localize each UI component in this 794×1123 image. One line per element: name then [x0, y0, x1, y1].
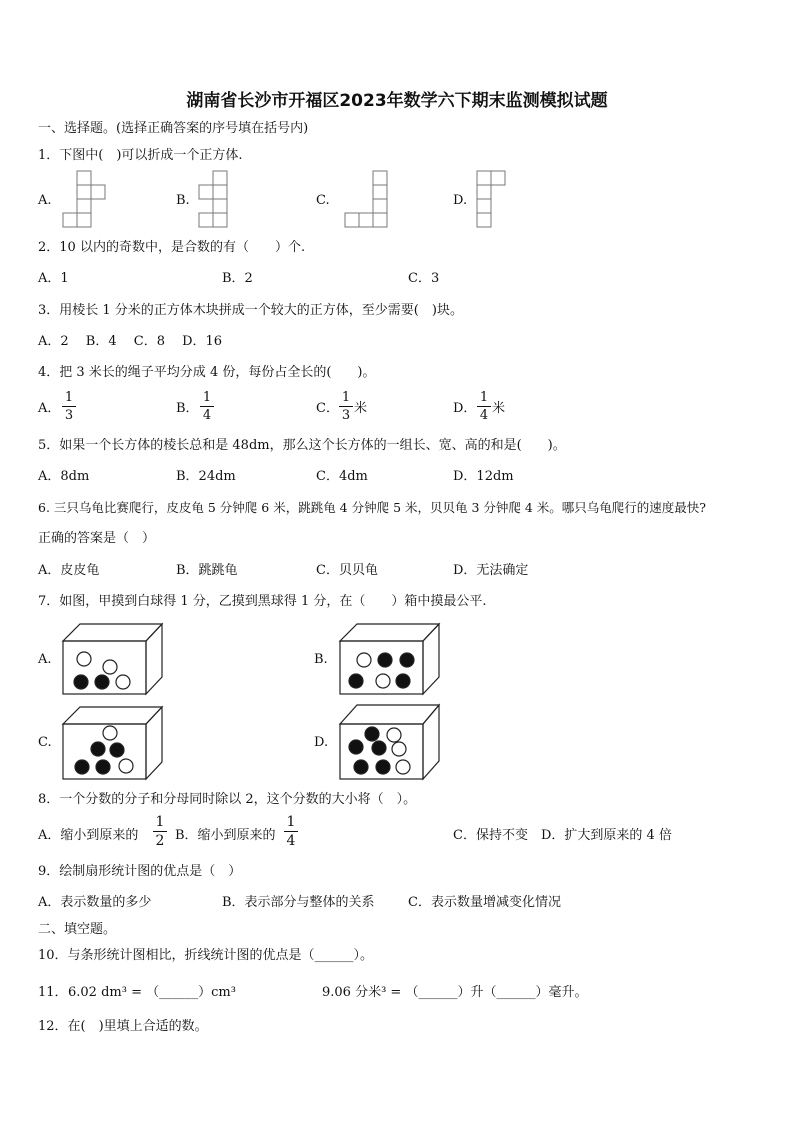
- question-7-stem: 7．如图，甲摸到白球得 1 分，乙摸到黑球得 1 分，在（ ）箱中摸最公平.: [38, 594, 487, 609]
- question-12-stem: 12．在( )里填上合适的数。: [38, 1019, 208, 1034]
- cube-net-d-figure: [476, 170, 510, 230]
- fraction-denominator: 3: [341, 408, 351, 423]
- q9-option-c: C．表示数量增减变化情况: [408, 895, 561, 910]
- fraction-numerator: 1: [64, 390, 74, 405]
- question-10-stem: 10．与条形统计图相比，折线统计图的优点是（______）。: [38, 948, 374, 963]
- fraction-numerator: 1: [479, 390, 489, 405]
- q6-option-a: A．皮皮龟: [38, 563, 100, 578]
- q5-option-b: B．24dm: [176, 469, 236, 484]
- q2-option-c: C．3: [408, 271, 440, 286]
- q8-options-c-d: C．保持不变 D．扩大到原来的 4 倍: [453, 828, 672, 843]
- ball-box-b-figure: [339, 623, 441, 695]
- question-5-stem: 5．如果一个长方体的棱长总和是 48dm，那么这个长方体的一组长、宽、高的和是( )。: [38, 438, 566, 453]
- cube-net-a-figure: [62, 170, 108, 230]
- ball-box-a-figure: [62, 623, 164, 695]
- q2-option-b: B．2: [222, 271, 253, 286]
- q8-option-b-fraction: [284, 815, 298, 849]
- fraction-denominator: 4: [286, 833, 296, 849]
- q1-option-a-label: A.: [38, 193, 52, 208]
- q7-option-b-label: B.: [314, 652, 328, 667]
- q4-option-c-fraction: [339, 391, 353, 423]
- q4-option-a-fraction: [62, 391, 76, 423]
- q7-option-c-label: C.: [38, 735, 52, 750]
- question-11-left: 6.02 dm³ = （______）cm³: [68, 985, 236, 1000]
- fraction-numerator: 1: [202, 390, 212, 405]
- q4-option-c-unit: 米: [354, 401, 368, 416]
- q4-option-d-label: D．: [453, 401, 477, 416]
- fraction-denominator: 4: [202, 408, 212, 423]
- page-title: 湖南省长沙市开福区2023年数学六下期末监测模拟试题: [186, 91, 608, 111]
- q6-option-b: B．跳跳龟: [176, 563, 238, 578]
- question-6-stem: 6. 三只乌龟比赛爬行，皮皮龟 5 分钟爬 6 米，跳跳龟 4 分钟爬 5 米，贝贝龟 3 分钟爬 4 米。哪只乌龟爬行的速度最快?: [38, 500, 707, 515]
- q4-option-b-fraction: [200, 391, 214, 423]
- question-11-right: 9.06 分米³ = （______）升（______）毫升。: [322, 985, 588, 1000]
- ball-box-d-figure: [339, 704, 441, 780]
- q4-option-d-fraction: [477, 391, 491, 423]
- q5-option-d: D．12dm: [453, 469, 514, 484]
- section-heading-fill: 二、填空题。: [38, 922, 117, 937]
- section-heading-choice: 一、选择题。(选择正确答案的序号填在括号内): [38, 121, 309, 136]
- q5-option-a: A．8dm: [38, 469, 90, 484]
- question-2-stem: 2．10 以内的奇数中，是合数的有（ ）个.: [38, 240, 306, 255]
- fraction-numerator: 1: [341, 390, 351, 405]
- q2-option-a: A．1: [38, 271, 69, 286]
- ball-box-c-figure: [62, 706, 164, 780]
- q3-options: A．2 B．4 C．8 D．16: [38, 334, 223, 349]
- q4-option-d-unit: 米: [492, 401, 506, 416]
- question-3-stem: 3．用棱长 1 分米的正方体木块拼成一个较大的正方体，至少需要( )块。: [38, 303, 463, 318]
- cube-net-c-figure: [344, 170, 390, 230]
- fraction-numerator: 1: [286, 814, 296, 830]
- q8-option-a-fraction: [153, 815, 167, 849]
- q8-option-a: A．缩小到原来的: [38, 828, 139, 843]
- question-9-stem: 9．绘制扇形统计图的优点是（ ）: [38, 864, 242, 879]
- q4-option-a-label: A．: [38, 401, 61, 416]
- fraction-denominator: 2: [155, 833, 165, 849]
- question-6-prompt: 正确的答案是（ ）: [38, 531, 156, 546]
- q4-option-c-label: C．: [316, 401, 339, 416]
- q7-option-a-label: A.: [38, 652, 52, 667]
- q1-option-c-label: C.: [316, 193, 330, 208]
- question-8-stem: 8．一个分数的分子和分母同时除以 2，这个分数的大小将（ ）。: [38, 792, 417, 807]
- question-4-stem: 4．把 3 米长的绳子平均分成 4 份，每份占全长的( )。: [38, 365, 376, 380]
- q7-option-d-label: D.: [314, 735, 329, 750]
- q6-option-c: C．贝贝龟: [316, 563, 378, 578]
- fraction-denominator: 4: [479, 408, 489, 423]
- q1-option-b-label: B.: [176, 193, 190, 208]
- q6-option-d: D．无法确定: [453, 563, 529, 578]
- q5-option-c: C．4dm: [316, 469, 368, 484]
- fraction-numerator: 1: [155, 814, 165, 830]
- cube-net-b-figure: [198, 170, 230, 230]
- q9-option-b: B．表示部分与整体的关系: [222, 895, 375, 910]
- q9-option-a: A．表示数量的多少: [38, 895, 152, 910]
- question-11-label: 11．: [38, 985, 68, 1000]
- q4-option-b-label: B．: [176, 401, 199, 416]
- question-1-stem: 1．下图中( )可以折成一个正方体.: [38, 148, 243, 163]
- q8-option-b: B．缩小到原来的: [175, 828, 276, 843]
- q1-option-d-label: D.: [453, 193, 468, 208]
- fraction-denominator: 3: [64, 408, 74, 423]
